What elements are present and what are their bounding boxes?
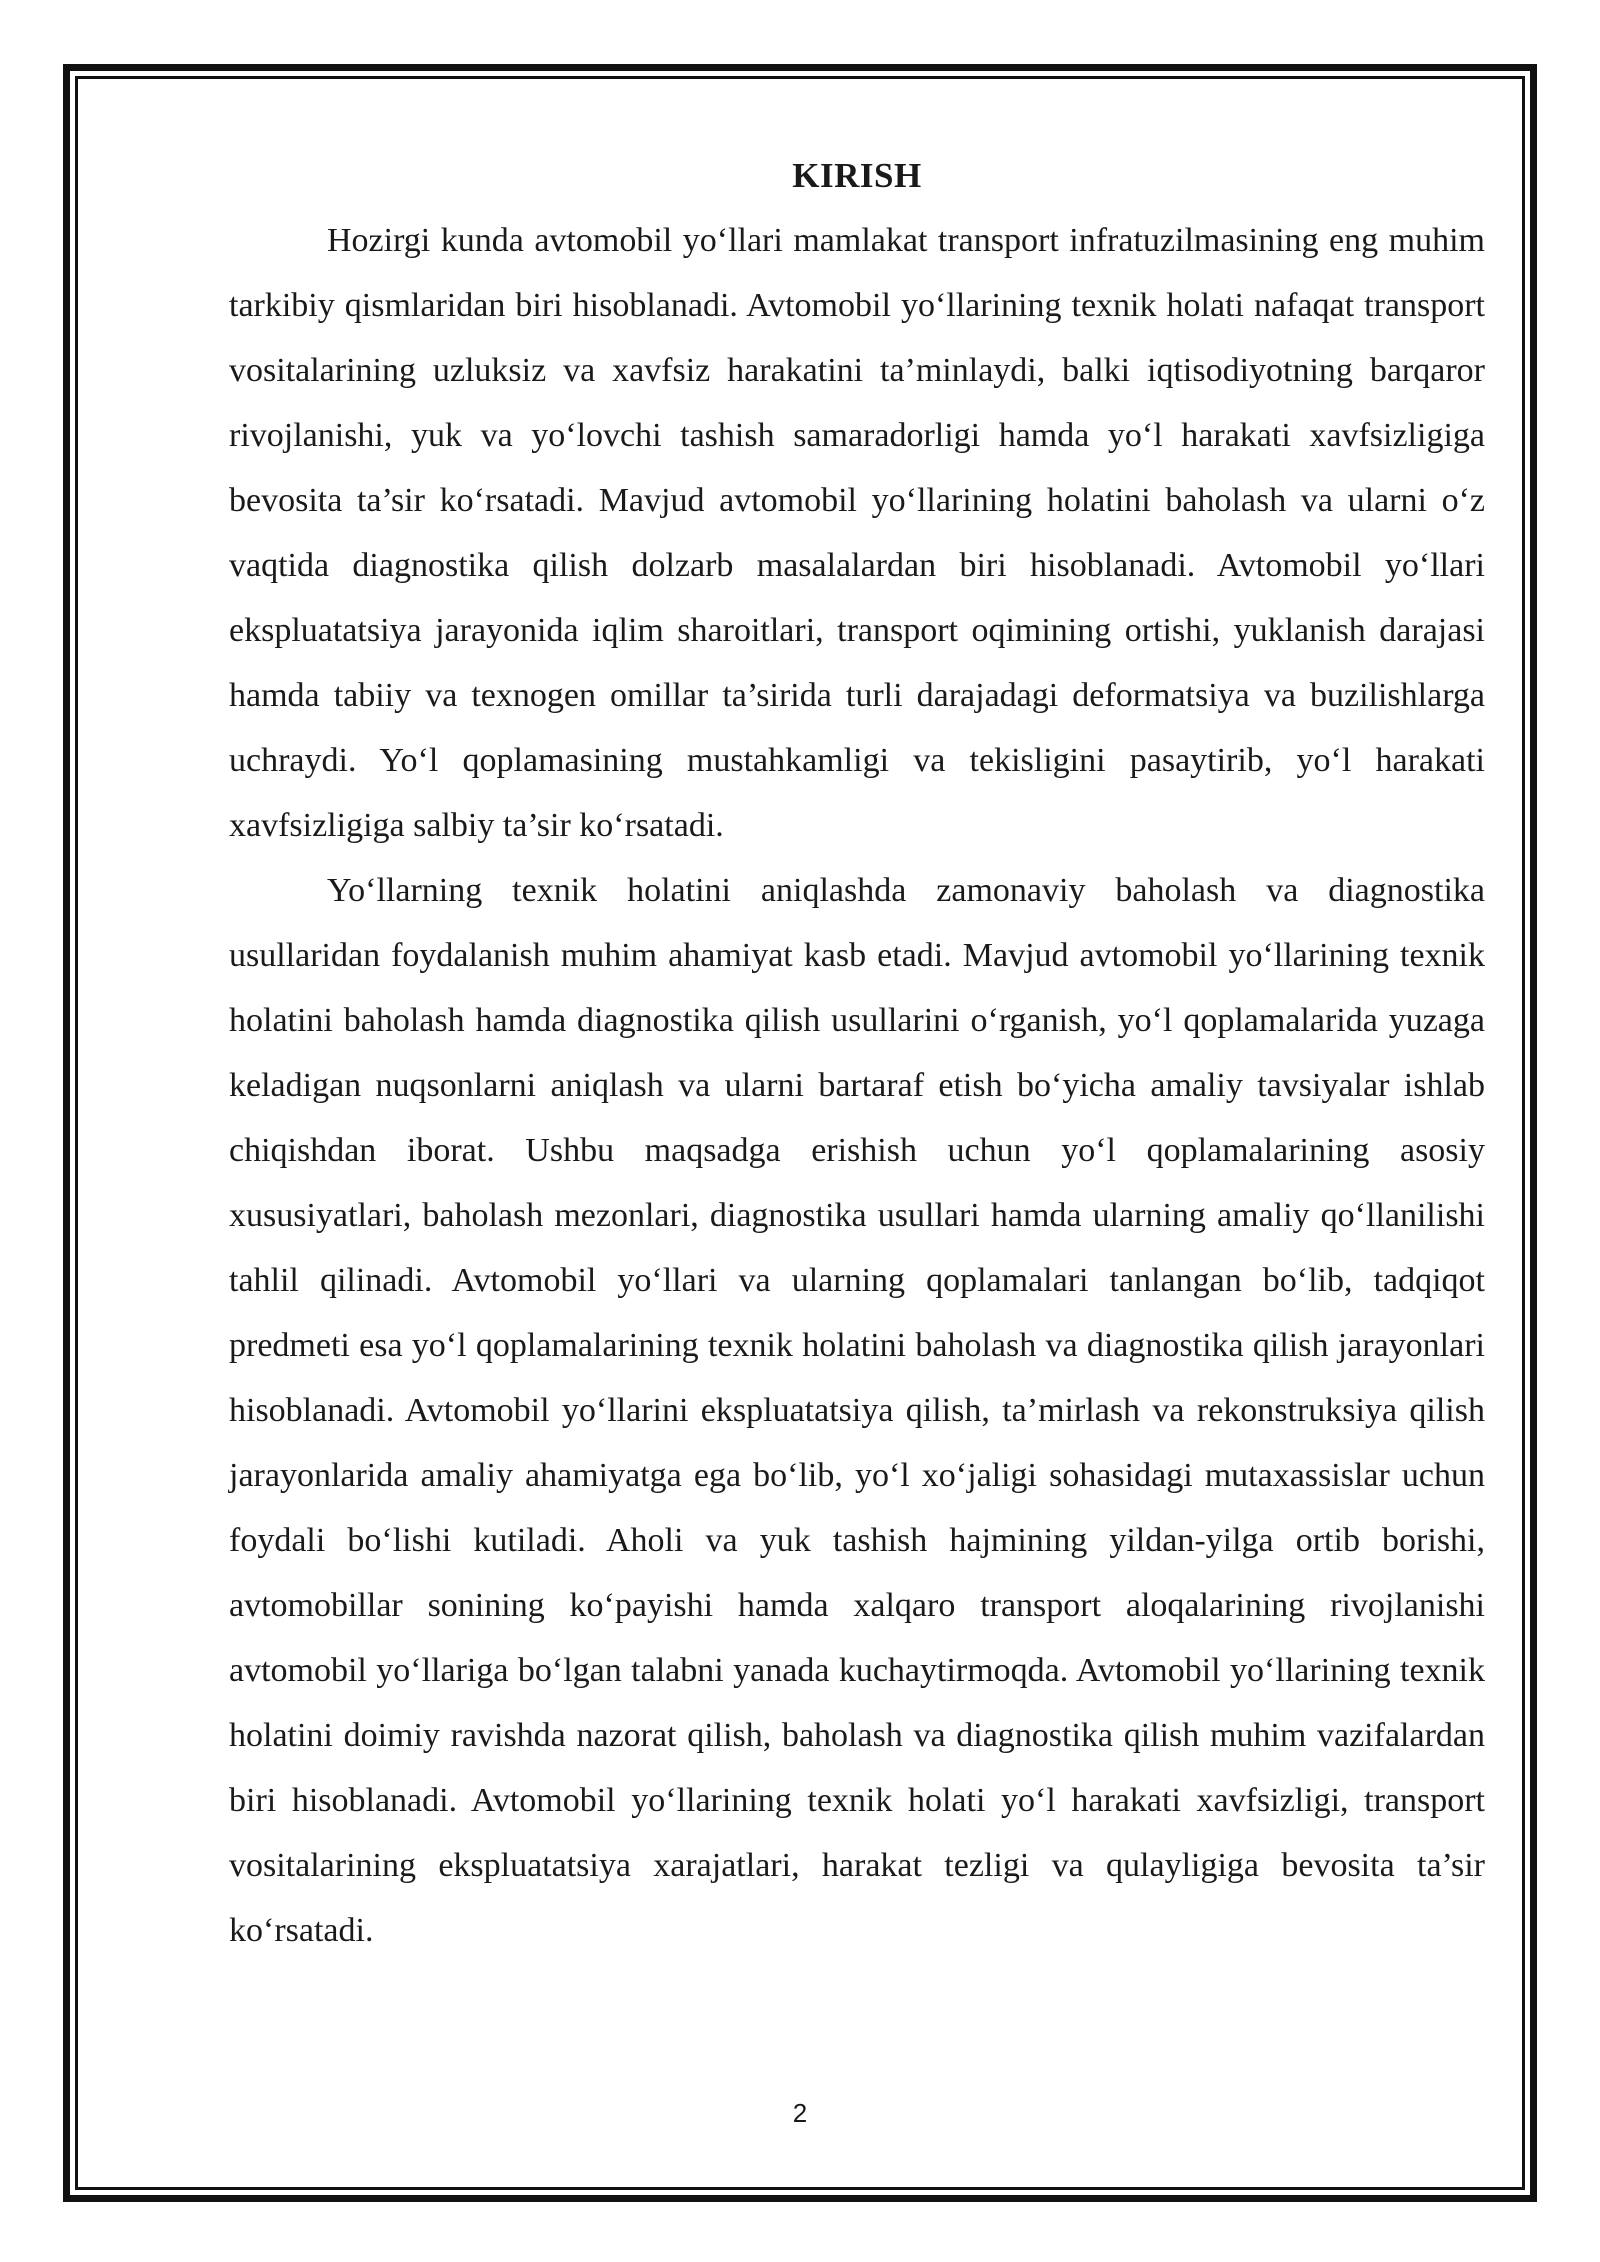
paragraph-2: Yo‘llarning texnik holatini aniqlashda zamonaviy baholash va diagnostika usullaridan foydalanish muhim ahamiyat kasb etadi. Mavjud avtomobil yo‘llarining texnik holatini baholash hamda diagnostika qilish usullarini o‘rganish, yo‘l qoplamalarida yuzaga keladigan nuqsonlarni aniqlash va ularni bartaraf etish bo‘yicha amaliy tavsiyalar ishlab chiqishdan iborat. Ushbu maqsadga erishish uchun yo‘l qoplamalarining asosiy xususiyatlari, baholash mezonlari, diagnostika usullari hamda ularning amaliy qo‘llanilishi tahlil qilinadi. Avtomobil yo‘llari va ularning qoplamalari tanlangan bo‘lib, tadqiqot predmeti esa yo‘l qoplamalarining texnik holatini baholash va diagnostika qilish jarayonlari hisoblanadi. Avtomobil yo‘llarini ekspluatatsiya qilish, ta’mirlash va rekonstruksiya qilish jarayonlarida amaliy ahamiyatga ega bo‘lib, yo‘l xo‘jaligi sohasidagi mutaxassislar uchun foydali bo‘lishi kutiladi. Aholi va yuk tashish hajmining yildan-yilga ortib borishi, avtomobillar sonining ko‘payishi hamda xalqaro transport aloqalarining rivojlanishi avtomobil yo‘llariga bo‘lgan talabni yanada kuchaytirmoqda. Avtomobil yo‘llarining texnik holatini doimiy ravishda nazorat qilish, baholash va diagnostika qilish muhim vazifalardan biri hisoblanadi. Avtomobil yo‘llarining texnik holati yo‘l harakati xavfsizligi, transport vositalarining ekspluatatsiya xarajatlari, harakat tezligi va qulayligiga bevosita ta’sir ko‘rsatadi. <box>229 872 1485 1949</box>
section-title: KIRISH <box>792 156 922 195</box>
document-page <box>229 148 1485 1963</box>
page-number: 2 <box>792 2098 808 2128</box>
paragraph-1: Hozirgi kunda avtomobil yo‘llari mamlakat transport infratuzilmasining eng muhim tarkibiy qismlaridan biri hisoblanadi. Avtomobil yo‘llarining texnik holati nafaqat transport vositalarining uzluksiz va xavfsiz harakatini ta’minlaydi, balki iqtisodiyotning barqaror rivojlanishi, yuk va yo‘lovchi tashish samaradorligi hamda yo‘l harakati xavfsizligiga bevosita ta’sir ko‘rsatadi. Mavjud avtomobil yo‘llarining holatini baholash va ularni o‘z vaqtida diagnostika qilish dolzarb masalalardan biri hisoblanadi. Avtomobil yo‘llari ekspluatatsiya jarayonida iqlim sharoitlari, transport oqimining ortishi, yuklanish darajasi hamda tabiiy va texnogen omillar ta’sirida turli darajadagi deformatsiya va buzilishlarga uchraydi. Yo‘l qoplamasining mustahkamligi va tekisligini pasaytirib, yo‘l harakati xavfsizligiga salbiy ta’sir ko‘rsatadi. <box>229 222 1485 844</box>
